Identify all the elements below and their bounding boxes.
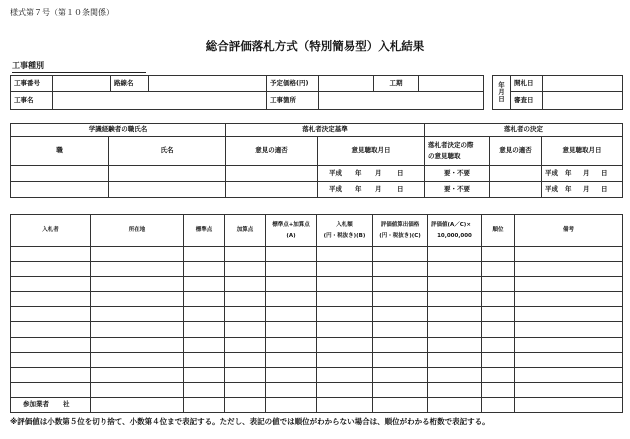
expert-group-header: 学識経験者の職氏名 [11,124,226,137]
planned-price-value[interactable] [319,76,374,92]
bid-cell[interactable] [482,367,515,382]
bid-cell[interactable] [482,307,515,322]
rank-header: 順位 [482,215,515,247]
table-row [11,322,623,337]
bid-cell[interactable] [373,367,428,382]
review-date-value[interactable] [543,92,623,110]
bid-cell[interactable] [225,322,266,337]
table-row [11,367,623,382]
bid-cell[interactable] [266,307,317,322]
footer-cell[interactable] [266,397,317,412]
position-cell-2[interactable] [11,182,109,198]
decision-opinion-header: 意見の適否 [490,137,542,166]
bid-cell[interactable] [91,382,184,397]
bid-cell[interactable] [11,277,91,292]
bid-cell[interactable] [317,247,373,262]
bid-cell[interactable] [266,277,317,292]
opening-date-label: 開札日 [511,76,543,92]
bid-cell[interactable] [266,292,317,307]
bid-cell[interactable] [266,247,317,262]
review-date-label: 審査日 [511,92,543,110]
form-number: 様式第７号（第１０条関係） [10,8,114,17]
bid-cell[interactable] [373,277,428,292]
bid-cell[interactable] [373,262,428,277]
bid-cell[interactable] [184,367,225,382]
footer-cell[interactable] [225,397,266,412]
bid-cell[interactable] [428,352,482,367]
address-header: 所在地 [91,215,184,247]
project-no-label: 工事番号 [11,76,53,92]
period-value[interactable] [419,76,484,92]
bid-cell[interactable] [482,247,515,262]
bid-cell[interactable] [225,292,266,307]
bid-cell[interactable] [266,352,317,367]
name-cell-1[interactable] [109,166,226,182]
project-info-table [10,75,484,110]
bid-cell[interactable] [184,322,225,337]
bid-cell[interactable] [184,382,225,397]
bid-cell[interactable] [225,307,266,322]
bid-cell[interactable] [428,367,482,382]
bid-cell[interactable] [317,292,373,307]
construction-type-label: 工事種別 [12,60,146,73]
bid-cell[interactable] [515,307,623,322]
date-table [492,75,623,110]
bid-cell[interactable] [482,382,515,397]
route-name-value[interactable] [149,76,267,92]
standard-score-header: 標準点 [184,215,225,247]
decision-date-cell-1[interactable]: 平成 年 月 日 [542,166,623,182]
bid-cell[interactable] [225,382,266,397]
bid-cell[interactable] [373,292,428,307]
bid-cell[interactable] [91,367,184,382]
footer-cell[interactable] [428,397,482,412]
bid-cell[interactable] [266,322,317,337]
footer-cell[interactable] [317,397,373,412]
opinion-header: 意見の適否 [226,137,318,166]
bid-cell[interactable] [515,277,623,292]
bid-cell[interactable] [225,262,266,277]
table-row [11,307,623,322]
footnote: ※評価値は小数第５位を切り捨て、小数第４位まで表記する。ただし、表記の値では順位がわからない場合は、順位がわかる桁数で表記する。 [10,417,490,426]
bid-cell[interactable] [266,337,317,352]
bid-cell[interactable] [91,352,184,367]
position-header: 職 [11,137,109,166]
bid-cell[interactable] [482,352,515,367]
bid-cell[interactable] [317,382,373,397]
location-value[interactable] [319,92,484,110]
bid-cell[interactable] [225,367,266,382]
bid-cell[interactable] [428,307,482,322]
footer-cell[interactable] [373,397,428,412]
participants-label: 参加業者 社 [11,397,91,412]
bid-cell[interactable] [317,367,373,382]
bid-cell[interactable] [482,337,515,352]
hearing-date-header: 意見聴取月日 [318,137,425,166]
bid-cell[interactable] [317,307,373,322]
bid-cell[interactable] [317,352,373,367]
expert-table [10,123,623,198]
need-cell-2[interactable]: 要・不要 [425,182,490,198]
bid-cell[interactable] [184,337,225,352]
eval-price-header: 評価値算出価格 (円・税抜き)(C) [373,215,428,247]
bid-cell[interactable] [184,307,225,322]
bid-cell[interactable] [225,337,266,352]
bid-cell[interactable] [515,292,623,307]
opinion-cell-1[interactable] [226,166,318,182]
bid-cell[interactable] [184,277,225,292]
bid-cell[interactable] [515,367,623,382]
planned-price-label: 予定価格(円) [267,76,319,92]
table-row [11,352,623,367]
bid-cell[interactable] [515,247,623,262]
project-name-value[interactable] [53,92,267,110]
bid-cell[interactable] [91,277,184,292]
table-row [11,337,623,352]
bid-cell[interactable] [91,322,184,337]
bid-cell[interactable] [91,292,184,307]
bid-cell[interactable] [91,247,184,262]
bid-results-table [10,214,623,413]
table-row [11,292,623,307]
footer-cell[interactable] [184,397,225,412]
name-cell-2[interactable] [109,182,226,198]
bid-cell[interactable] [184,262,225,277]
footer-cell[interactable] [482,397,515,412]
opinion-cell-2[interactable] [226,182,318,198]
bid-cell[interactable] [317,322,373,337]
table-row [11,277,623,292]
need-cell-1[interactable]: 要・不要 [425,166,490,182]
added-score-header: 加算点 [225,215,266,247]
decision-opinion-cell-1[interactable] [490,166,542,182]
footer-cell[interactable] [91,397,184,412]
bid-cell[interactable] [482,292,515,307]
bid-cell[interactable] [184,292,225,307]
bid-cell[interactable] [373,382,428,397]
remarks-header: 備考 [515,215,623,247]
table-row [11,382,623,397]
bid-cell[interactable] [266,367,317,382]
opening-date-value[interactable] [543,76,623,92]
bid-cell[interactable] [266,382,317,397]
bid-cell[interactable] [11,352,91,367]
bid-cell[interactable] [91,307,184,322]
bid-cell[interactable] [317,277,373,292]
bid-cell[interactable] [373,322,428,337]
hearing-date-cell-1[interactable]: 平成 年 月 日 [318,166,425,182]
bid-cell[interactable] [11,247,91,262]
route-name-label: 路線名 [111,76,149,92]
table-row [11,262,623,277]
bid-cell[interactable] [482,277,515,292]
project-name-label: 工事名 [11,92,53,110]
hearing-date-cell-2[interactable]: 平成 年 月 日 [318,182,425,198]
bid-cell[interactable] [11,262,91,277]
eval-value-header: 評価値(A／C)× 10,000,000 [428,215,482,247]
table-row [11,247,623,262]
bid-cell[interactable] [515,262,623,277]
bid-cell[interactable] [515,337,623,352]
bid-cell[interactable] [91,262,184,277]
bid-cell[interactable] [428,277,482,292]
footer-cell[interactable] [515,397,623,412]
date-vertical-label: 年 月 日 [493,76,511,110]
bid-cell[interactable] [428,337,482,352]
period-label: 工期 [374,76,419,92]
bid-cell[interactable] [91,337,184,352]
bid-cell[interactable] [11,292,91,307]
bid-cell[interactable] [11,367,91,382]
bid-cell[interactable] [428,292,482,307]
total-score-header: 標準点+加算点 (A) [266,215,317,247]
bidder-header: 入札者 [11,215,91,247]
bid-cell[interactable] [11,322,91,337]
position-cell-1[interactable] [11,166,109,182]
bid-cell[interactable] [515,322,623,337]
bid-cell[interactable] [184,352,225,367]
decision-date-cell-2[interactable]: 平成 年 月 日 [542,182,623,198]
bid-cell[interactable] [373,352,428,367]
bid-cell[interactable] [482,262,515,277]
bid-cell[interactable] [428,262,482,277]
name-header: 氏名 [109,137,226,166]
decision-opinion-cell-2[interactable] [490,182,542,198]
bid-cell[interactable] [225,352,266,367]
bid-amount-header: 入札額 (円・税抜き)(B) [317,215,373,247]
hearing-at-decision-header: 落札者決定の際 の意見聴取 [425,137,490,166]
criteria-group-header: 落札者決定基準 [226,124,425,137]
bid-cell[interactable] [11,307,91,322]
bid-cell[interactable] [11,382,91,397]
bid-cell[interactable] [373,337,428,352]
bid-cell[interactable] [317,337,373,352]
decision-hearing-date-header: 意見聴取月日 [542,137,623,166]
bid-cell[interactable] [184,247,225,262]
bid-cell[interactable] [225,277,266,292]
bid-cell[interactable] [11,337,91,352]
bid-cell[interactable] [317,262,373,277]
bid-cell[interactable] [428,382,482,397]
project-no-value[interactable] [53,76,111,92]
location-label: 工事箇所 [267,92,319,110]
bid-cell[interactable] [225,247,266,262]
bid-cell[interactable] [482,322,515,337]
page-title: 総合評価落札方式（特別簡易型）入札結果 [205,39,425,53]
bid-cell[interactable] [373,307,428,322]
decision-group-header: 落札者の決定 [425,124,623,137]
bid-cell[interactable] [515,382,623,397]
bid-cell[interactable] [428,322,482,337]
bid-cell[interactable] [373,247,428,262]
bid-cell[interactable] [515,352,623,367]
bid-cell[interactable] [266,262,317,277]
bid-cell[interactable] [428,247,482,262]
